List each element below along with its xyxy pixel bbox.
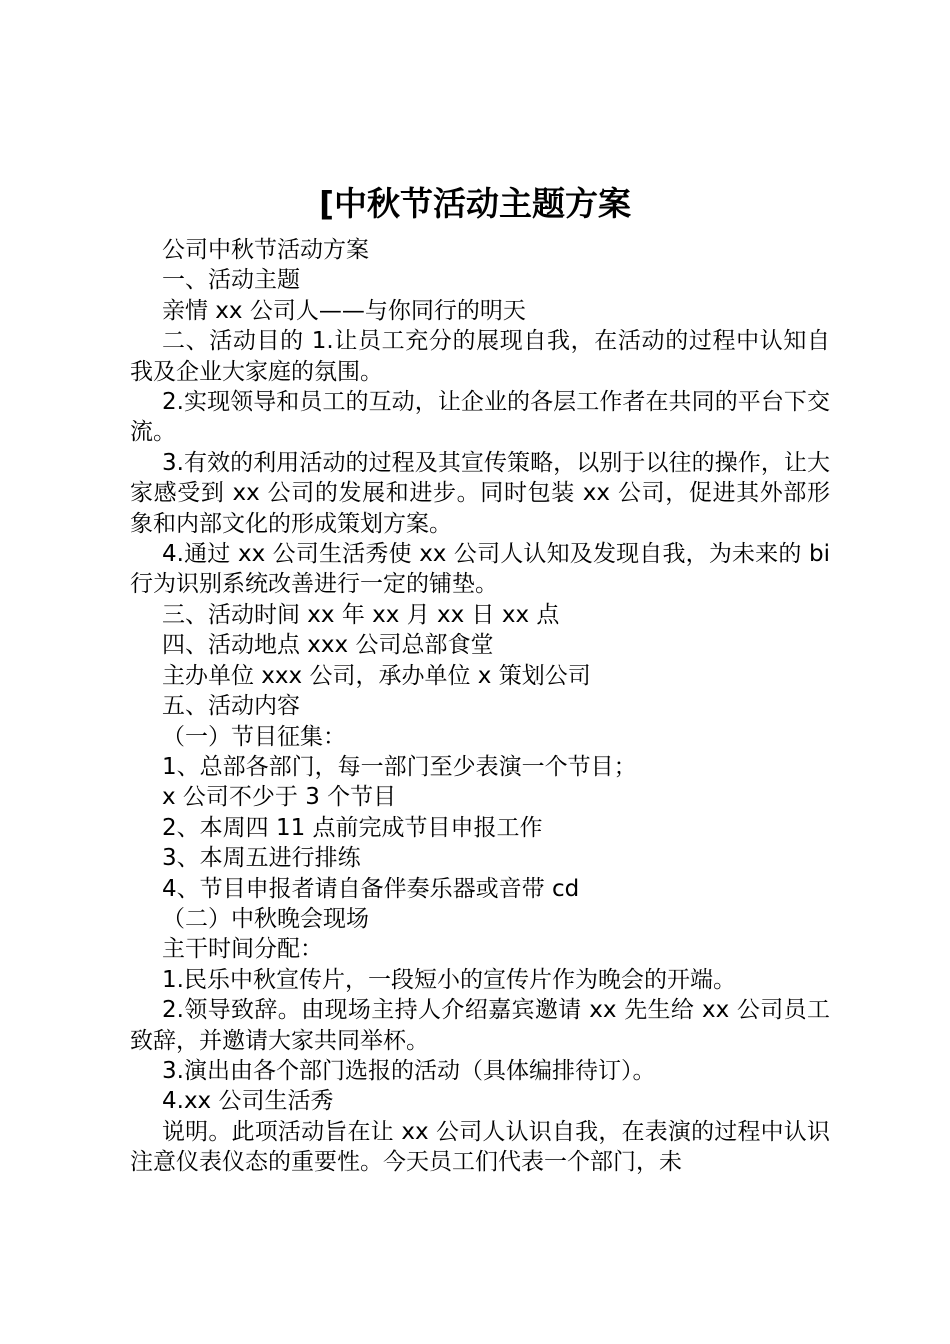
document-body <box>130 235 830 1178</box>
section-heading: 二、活动目的 1.让员工充分的展现自我，在活动的过程中认知自我及企业大家庭的氛围。 <box>130 328 830 385</box>
subsection-heading: （二）中秋晚会现场 <box>162 905 369 932</box>
paragraph: 2.实现领导和员工的互动，让企业的各层工作者在共同的平台下交流。 <box>130 389 830 446</box>
paragraph: 公司中秋节活动方案 <box>162 237 369 263</box>
paragraph: 说明。此项活动旨在让 xx 公司人认识自我，在表演的过程中认识注意仪表仪态的重要性。今天员工们代表一个部门，未 <box>130 1118 830 1176</box>
section-heading: 五、活动内容 <box>162 693 300 720</box>
paragraph: 主干时间分配： <box>162 936 323 963</box>
list-item: 1、总部各部门，每一部门至少表演一个节目； <box>162 753 637 780</box>
document-title: [中秋节活动主题方案 <box>318 184 632 223</box>
paragraph: 亲情 xx 公司人——与你同行的明天 <box>162 297 526 324</box>
paragraph: x 公司不少于 3 个节目 <box>162 784 397 811</box>
list-item: 4、节目申报者请自备伴奏乐器或音带 cd <box>162 875 580 902</box>
paragraph: 主办单位 xxx 公司，承办单位 x 策划公司 <box>162 662 591 689</box>
section-heading: 一、活动主题 <box>162 267 300 294</box>
list-item: 1.民乐中秋宣传片，一段短小的宣传片作为晚会的开端。 <box>162 966 736 993</box>
section-heading: 四、活动地点 xxx 公司总部食堂 <box>162 632 494 659</box>
subsection-heading: （一）节目征集： <box>162 723 346 750</box>
section-heading: 三、活动时间 xx 年 xx 月 xx 日 xx 点 <box>162 601 560 628</box>
list-item: 2.领导致辞。由现场主持人介绍嘉宾邀请 xx 先生给 xx 公司员工致辞，并邀请大家共同举杯。 <box>130 997 830 1054</box>
list-item: 4.xx 公司生活秀 <box>162 1088 334 1115</box>
paragraph: 4.通过 xx 公司生活秀使 xx 公司人认知及发现自我，为未来的 bi 行为识别系统改善进行一定的铺垫。 <box>130 541 830 598</box>
list-item: 3.演出由各个部门选报的活动（具体编排待订）。 <box>162 1057 656 1084</box>
list-item: 2、本周四 11 点前完成节目申报工作 <box>162 814 543 841</box>
paragraph: 3.有效的利用活动的过程及其宣传策略，以别于以往的操作，让大家感受到 xx 公司的发展和进步。同时包装 xx 公司，促进其外部形象和内部文化的形成策划方案。 <box>130 449 830 537</box>
list-item: 3、本周五进行排练 <box>162 845 361 872</box>
